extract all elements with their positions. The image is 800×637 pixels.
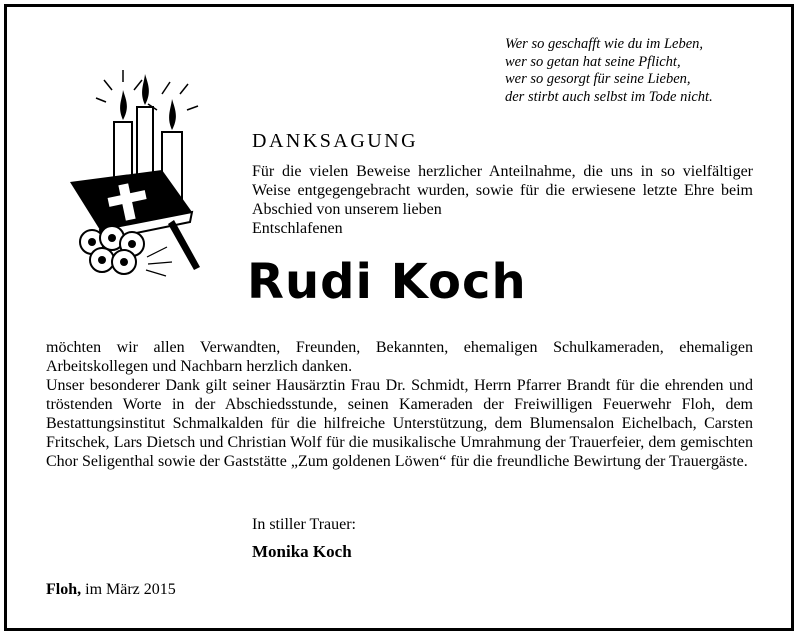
- thanks-body: [46, 338, 753, 471]
- poem: [505, 36, 713, 106]
- signature-label: In stiller Trauer:: [252, 516, 356, 533]
- notice-heading: DANKSAGUNG: [252, 130, 419, 152]
- deceased-name: Rudi Koch: [247, 254, 527, 310]
- intro-main: Für die vielen Beweise herzlicher Anteilnahme, die uns in so vielfältiger Weise entgegengebracht wurden, sowie für die erwiesene letzte Ehre beim Abschied von unserem lieben: [252, 163, 753, 218]
- place-date-text: im März 2015: [85, 581, 176, 598]
- poem-line: der stirbt auch selbst im Tode nicht.: [505, 88, 713, 105]
- intro-last-line: Entschlafenen: [252, 220, 343, 237]
- place-town: Floh,: [46, 581, 82, 598]
- poem-line: Wer so geschafft wie du im Leben,: [505, 36, 704, 52]
- intro-text: [252, 162, 753, 238]
- poem-line: wer so gesorgt für seine Lieben,: [505, 71, 691, 87]
- thanks-paragraph-2: Unser besonderer Dank gilt seiner Hausärztin Frau Dr. Schmidt, Herrn Pfarrer Brandt für die ehrenden und tröstenden Worte in der Abschiedsstunde, seinen Kameraden der Freiwilligen Feuerwehr Floh, dem Bestattungsinstitut Schmalkalden für die hilfreiche Unterstützung, dem Blumensalon Eichelbach, Carsten Fritschek, Lars Dietsch und Christian Wolf für die musikalische Umrahmung der Trauerfeier, dem gemischten Chor Seligenthal sowie der Gaststätte „Zum goldenen Löwen“ für die freundliche Bewirtung der Trauergäste.: [46, 377, 753, 470]
- thanks-paragraph-1: möchten wir allen Verwandten, Freunden, Bekannten, ehemaligen Schulkameraden, ehemaligen Arbeitskollegen und Nachbarn herzlich danken.: [46, 339, 753, 375]
- poem-line: wer so getan hat seine Pflicht,: [505, 53, 681, 70]
- place-date: [46, 581, 176, 599]
- candles-bible-flowers-icon: [62, 62, 212, 282]
- signature-name: Monika Koch: [252, 542, 352, 561]
